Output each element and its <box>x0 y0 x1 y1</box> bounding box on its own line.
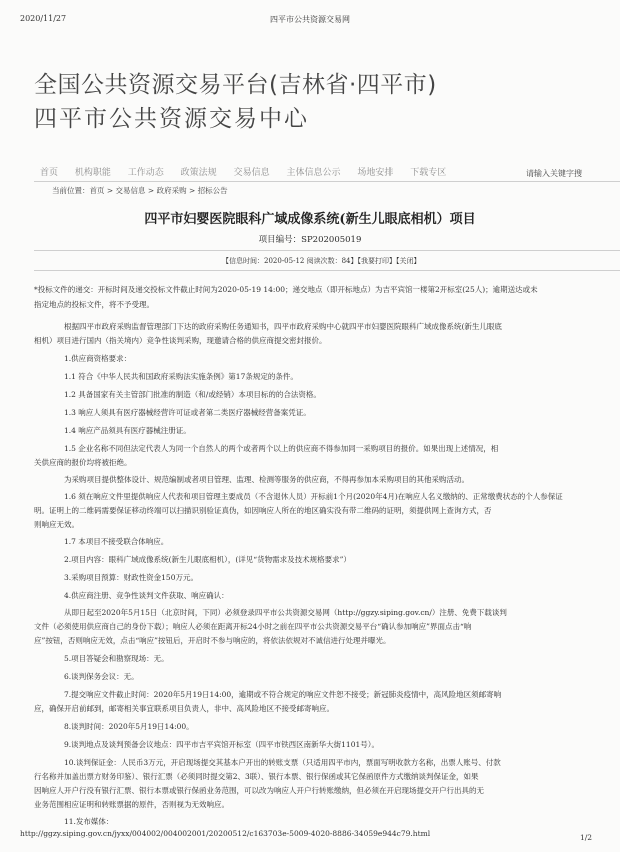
nav-item-home[interactable]: 首页 <box>40 168 59 178</box>
nav-divider <box>34 181 620 182</box>
paragraph: 从即日起至2020年5月15日（北京时间，下同）必须登录四平市公共资源交易网（http://ggzy.siping.gov.cn/）注册、免费下载谈判 <box>64 608 507 617</box>
paragraph: 应，确保开启前邮到，邮寄相关事宜联系项目负责人，非中、高风险地区不接受邮寄响应。 <box>34 704 334 713</box>
paragraph: 业务范围相应证明和转账票据的原件，否则视为无效响应。 <box>34 800 229 809</box>
paragraph: 明。证明上的二维码需要保证移动终端可以扫描识别验证真伪，如因响应人所在的地区确实没有带二维码的证明，须提供网上查询方式，否 <box>34 506 492 515</box>
breadcrumb-path[interactable]: 首页 > 交易信息 > 政府采购 > 招标公告 <box>89 186 228 195</box>
title-divider <box>34 250 620 251</box>
paragraph: 5.项目答疑会和勘察现场：无。 <box>64 654 169 663</box>
paragraph: 指定地点的投标文件，将不予受理。 <box>34 300 154 309</box>
paragraph: 1.5 企业名称不同但法定代表人为同一个自然人的两个或者两个以上的供应商不得参加同一采购项目的报价。如果出现上述情况，相 <box>64 444 499 453</box>
paragraph: 3.采购项目预算：财政性资金150万元。 <box>64 573 198 582</box>
nav-item-venue[interactable]: 场地安排 <box>357 168 394 178</box>
paragraph: 1.1 符合《中华人民共和国政府采购法实施条例》第17条规定的条件。 <box>64 372 298 381</box>
paragraph: 应”按钮，否则响应无效，点击“响应”按钮后，开启时不参与响应的，将依法依规对不诚信进行处理并曝光。 <box>34 636 391 645</box>
paragraph: 1.3 响应人须具有医疗器械经营许可证或者第二类医疗器械经营备案凭证。 <box>64 408 311 417</box>
project-number: 项目编号：SP202005019 <box>258 235 362 245</box>
paragraph: 1.供应商资格要求： <box>64 354 132 363</box>
info-divider <box>34 270 620 271</box>
paragraph: 4.供应商注册、竞争性谈判文件获取、响应确认： <box>64 591 229 600</box>
breadcrumb <box>52 185 228 196</box>
print-page-number: 1/2 <box>580 833 593 842</box>
site-title-line1: 全国公共资源交易平台(吉林省·四平市) <box>34 72 437 98</box>
paragraph: 因响应人开户行没有银行汇票、银行本票或银行保函业务范围，可以改为响应人开户行转账缴纳，但必须在开启现场提交开户行出具的无 <box>34 786 484 795</box>
site-title-line2: 四平市公共资源交易中心 <box>34 106 309 132</box>
print-date: 2020/11/27 <box>20 14 67 23</box>
paragraph: 8.谈判时间：2020年5月19日14:00。 <box>64 722 194 731</box>
paragraph: 10.谈判保证金：人民币3万元，开启现场提交其基本户开出的转账支票（只适用四平市内，票面写明收款方名称，出票人账号、付款 <box>64 758 501 767</box>
paragraph: 7.提交响应文件截止时间：2020年5月19日14:00，逾期或不符合规定的响应文件恕不接受；新冠肺炎疫情中，高风险地区须邮寄响 <box>64 690 502 699</box>
paragraph: 相机）项目进行国内（指关境内）竞争性谈判采购，现邀请合格的供应商提交密封报价。 <box>34 336 327 345</box>
print-url: http://ggzy.siping.gov.cn/jyxx/004002/004002001/20200512/c163703e-5009-4020-8886-34059e944c79.html <box>20 829 431 838</box>
breadcrumb-label: 当前位置： <box>52 186 90 195</box>
nav-item-news[interactable]: 工作动态 <box>127 168 164 178</box>
nav-item-trade-info[interactable]: 交易信息 <box>233 168 270 178</box>
paragraph: 文件（必须使用供应商自己的身份下载）；响应人必须在距离开标24小时之前在四平市公共资源交易平台“确认参加响应”界面点击“响 <box>34 622 472 631</box>
paragraph: 2.项目内容：眼科广域成像系统(新生儿眼底相机），(详见“货物需求及技术规格要求”） <box>64 555 351 564</box>
nav-item-functions[interactable]: 机构职能 <box>74 168 111 178</box>
paragraph: 为采购项目提供整体设计、规范编制或者项目管理、监理、检测等服务的供应商，不得再参加本采购项目的其他采购活动。 <box>64 475 469 484</box>
article-title: 四平市妇婴医院眼科广域成像系统(新生儿眼底相机）项目 <box>144 212 476 227</box>
paragraph: 1.2 具备国家有关主管部门批准的制造（和/或经销）本项目标的的合法资格。 <box>64 390 321 399</box>
nav-item-entity-info[interactable]: 主体信息公示 <box>286 168 341 178</box>
paragraph: 1.6 须在响应文件里提供响应人代表和项目管理主要成员（不含退休人员）开标前1个月(2020年4月)在响应人名义缴纳的、正常缴费状态的个人参保证 <box>64 492 563 501</box>
paragraph: 关供应商的报价均将被拒绝。 <box>34 458 132 467</box>
paragraph: *投标文件的递交：开标时间及递交投标文件截止时间为2020-05-19 14:00；递交地点（即开标地点）为吉平宾馆一楼第2开标室(25人)；逾期送达或未 <box>34 285 538 294</box>
paragraph: 1.7 本项目不接受联合体响应。 <box>64 537 169 546</box>
print-site-name: 四平市公共资源交易网 <box>270 15 350 24</box>
nav-item-policy[interactable]: 政策法规 <box>180 168 217 178</box>
paragraph: 1.4 响应产品须具有医疗器械注册证。 <box>64 426 191 435</box>
article-info-bar: 【信息时间：2020-05-12 阅读次数：84】【我要打印】【关闭】 <box>222 257 421 265</box>
main-nav <box>40 165 460 178</box>
paragraph: 行名称并加盖出票方财务印鉴）、银行汇票（必须同时提交第2、3联）、银行本票、银行保函或其它保函原件方式缴纳谈判保证金，如果 <box>34 772 479 781</box>
nav-item-download[interactable]: 下载专区 <box>410 168 447 178</box>
search-input[interactable]: 请输入关键字搜 <box>526 169 582 178</box>
paragraph: 11.发布媒体： <box>64 817 114 826</box>
paragraph: 6.谈判保务会议：无。 <box>64 672 139 681</box>
paragraph: 则响应无效。 <box>34 520 79 529</box>
paragraph: 9.谈判地点及谈判预备会议地点：四平市吉平宾馆开标室（四平市铁西区南新华大街1101号）。 <box>64 740 379 749</box>
paragraph: 根据四平市政府采购监督管理部门下达的政府采购任务通知书，四平市政府采购中心就四平市妇婴医院眼科广域成像系统(新生儿眼底 <box>64 322 502 331</box>
